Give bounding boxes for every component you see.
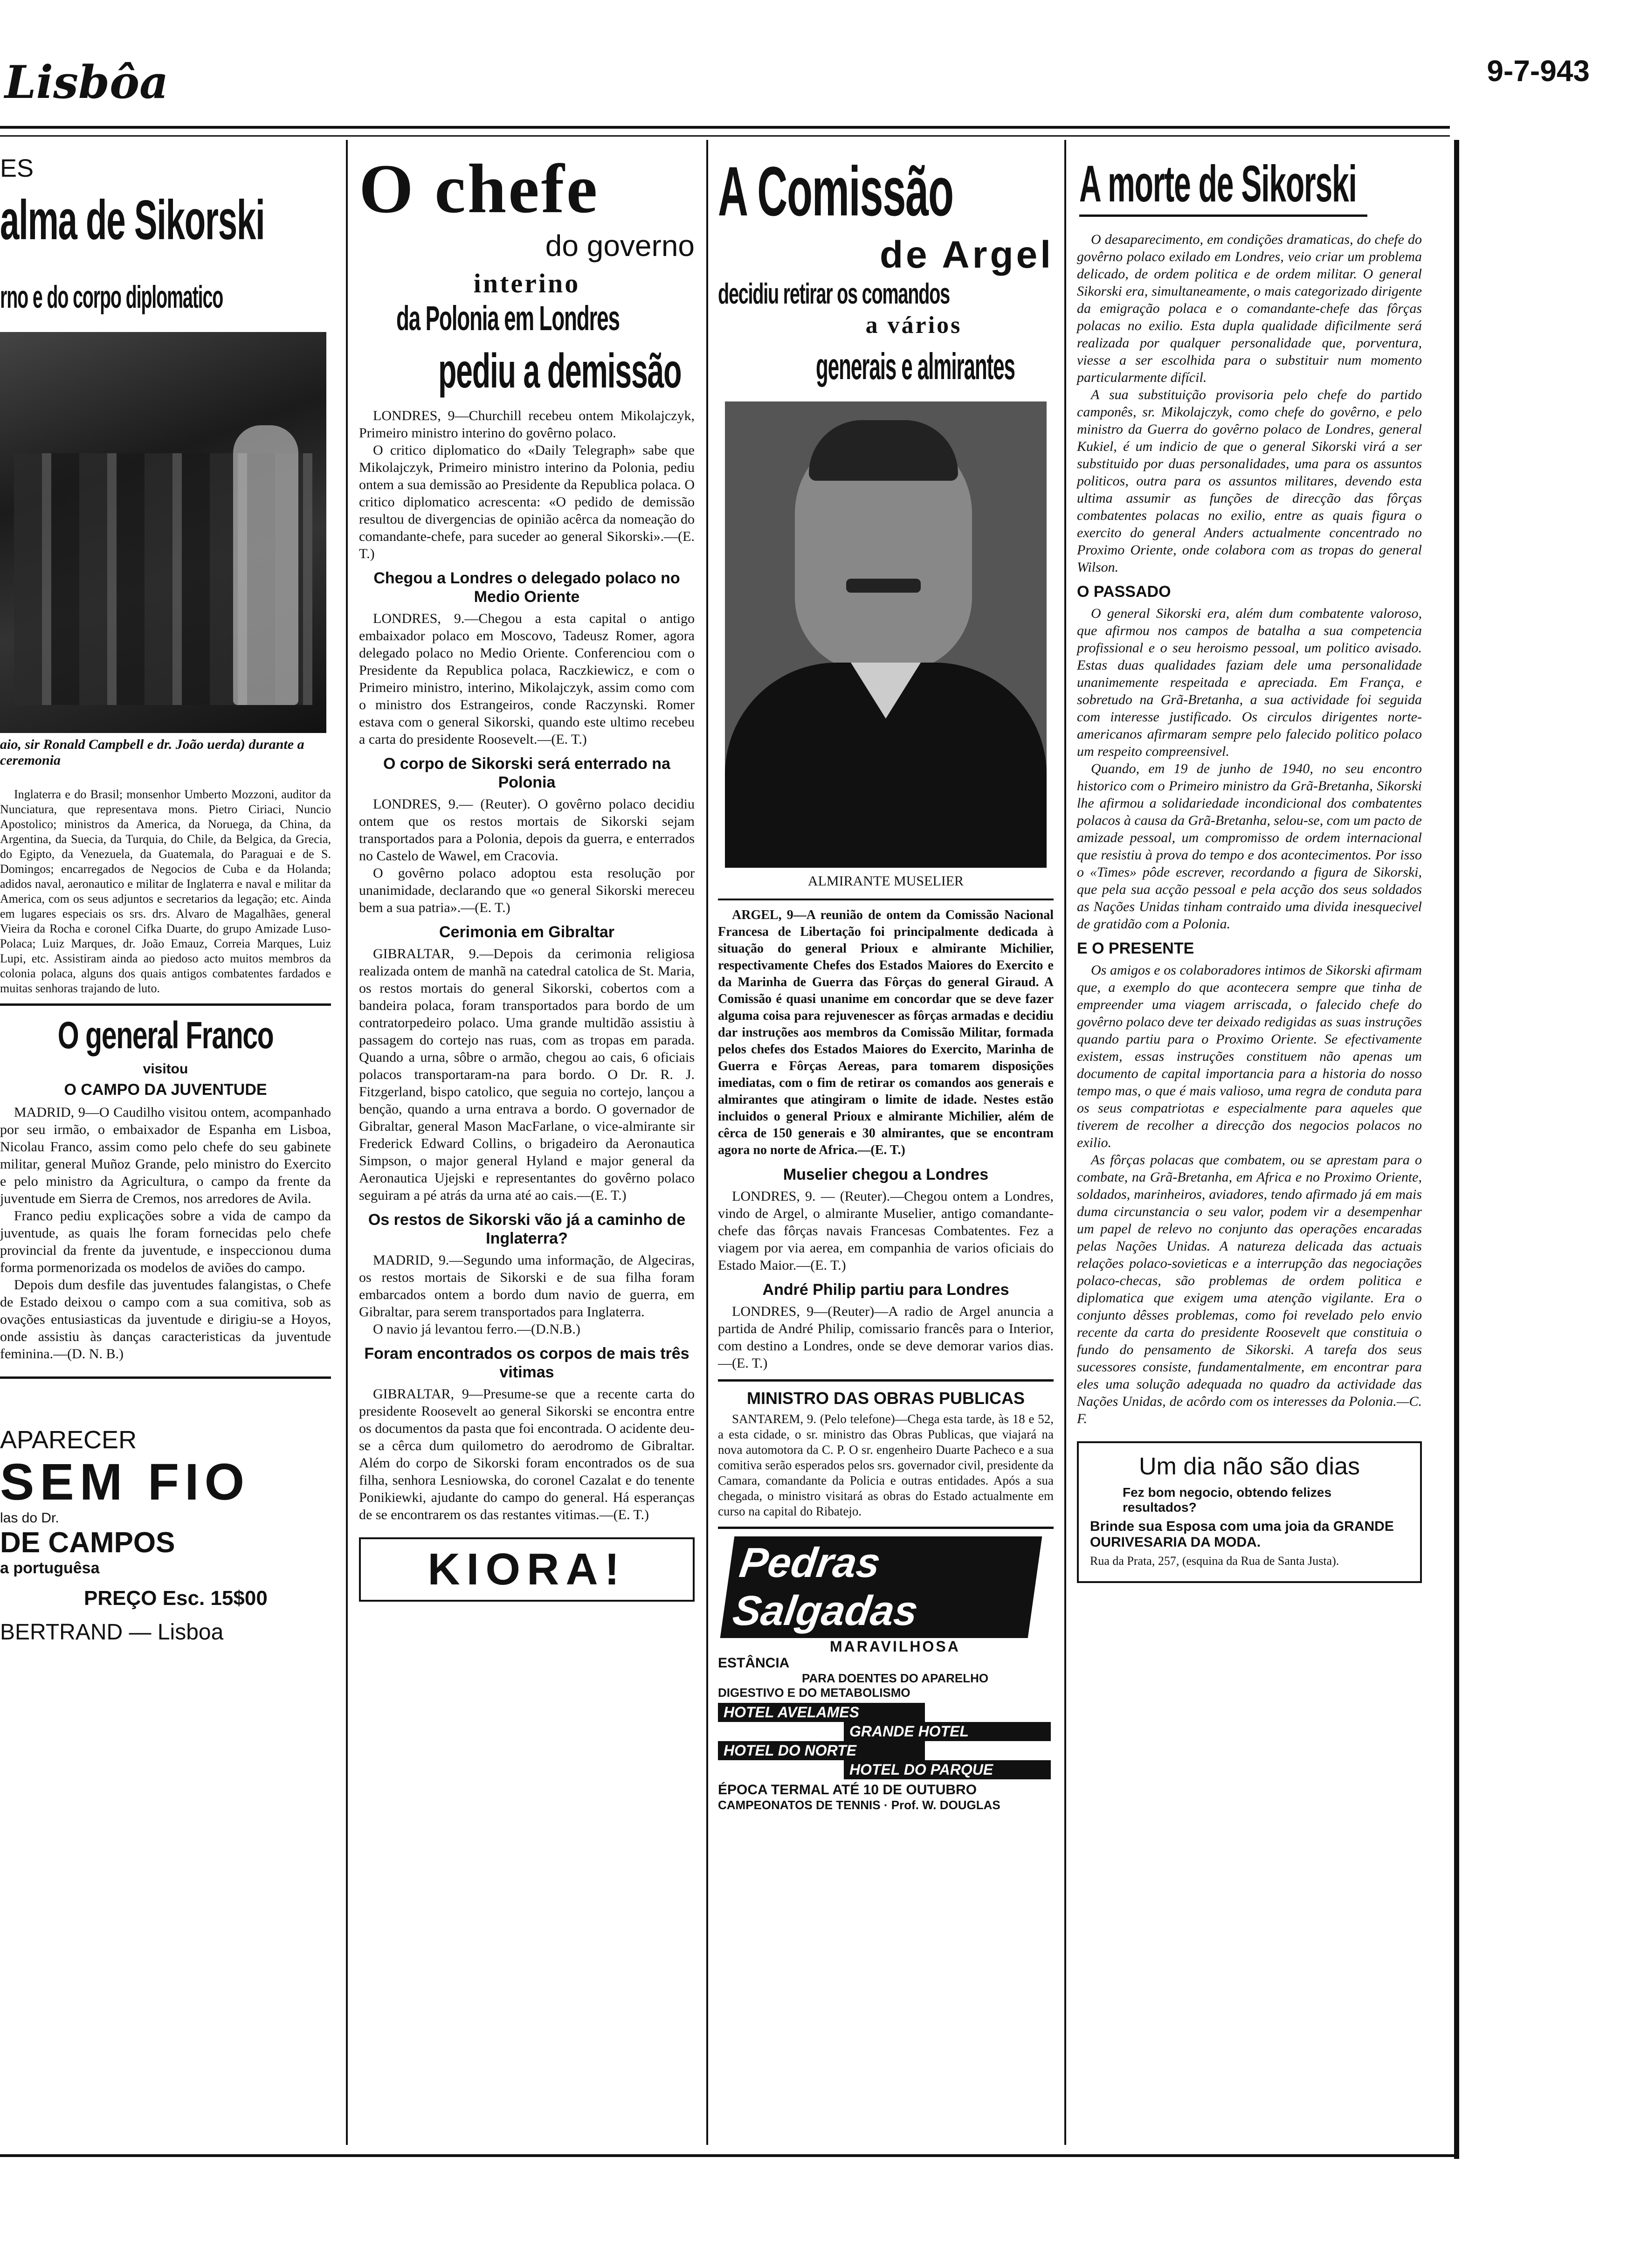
headline-line-2: do governo: [545, 229, 695, 263]
franco-subhead-1: visitou: [143, 1061, 188, 1077]
article-paragraph: GIBRALTAR, 9.—Depois da cerimonia religiosa realizada ontem de manhã na catedral catolica de St. Maria, os restos mortais do general Sikorski, cobertos com a bandeira polaca, foram transportados para bordo de um contratorpedeiro polaco. Uma grande multidão assistiu à passagem do cortejo nas ruas, com as tropas em parada. Quando a urna, sôbre o armão, chegou ao cais, 6 oficiais polacos transportaram-na para bordo. O Dr. R. J. Fitzgerland, bispo catolico, que seguia no cortejo, lançou a benção, quando a urna entrava a bordo. O governador de Gibraltar, general Mason MacFarlane, o vice-almirante sir Frederick Edward Collins, o brigadeiro da Aeronautica Simpson, o major general Hyland e major general da Aeronautica Ujejski e representantes do govêrno polaco seguiram a pé atrás da urna até ao cais.—(E. T.): [359, 946, 695, 1203]
ad-line: DIGESTIVO E DO METABOLISMO: [718, 1686, 910, 1700]
headline-main: A Comissão: [718, 152, 953, 230]
right-border-rule: [1454, 140, 1459, 2159]
book-ad-line: APARECER: [0, 1426, 137, 1454]
book-ad-price: PREÇO Esc. 15$00: [84, 1587, 268, 1610]
article-subhead: rno e do corpo diplomatico: [0, 279, 223, 315]
book-ad-line: las do Dr.: [0, 1510, 59, 1526]
article-paragraph: O critico diplomatico do «Daily Telegraph» sabe que Mikolajczyk, Primeiro ministro interino da Polonia, pediu ontem a sua demissão ao Presidente da Republica polaca. O critico diplomatico acrescenta: «O pedido de demissão resultou de divergencias de opinião acêrca da nomeação do comandante-chefe, para suceder ao general Sikorski».—(E. T.): [359, 443, 695, 561]
photo-caption: aio, sir Ronald Campbell e dr. João uerda) durante a ceremonia: [0, 737, 304, 768]
ad-line: ÉPOCA TERMAL ATÉ 10 DE OUTUBRO: [718, 1782, 977, 1798]
franco-paragraph: MADRID, 9—O Caudilho visitou ontem, acompanhado por seu irmão, o embaixador de Espanha em Lisboa, Nicolau Franco, assim como pelo chefe do seu gabinete militar, general Muñoz Grande, pelo ministro do Exercito e pelo ministro da Agricultura, o campo da frente da juventude em Sierra de Cremos, nos arredores de Avila.: [0, 1105, 331, 1206]
pedras-salgadas-ad: [718, 1536, 1054, 1812]
ad-line: Fez bom negocio, obtendo felizes resultados?: [1123, 1485, 1332, 1514]
book-ad-publisher: BERTRAND — Lisboa: [0, 1620, 224, 1645]
headline-line-5: generais e almirantes: [816, 346, 1015, 387]
article-subhead: André Philip partiu para Londres: [762, 1281, 1009, 1299]
article-paragraph: LONDRES, 9—(Reuter)—A radio de Argel anuncia a partida de André Philip, comissario francês para o Interior, com destino a Londres, onde se deve demorar varios dias.—(E. T.): [718, 1304, 1054, 1371]
attendance-list-text: Inglaterra e do Brasil; monsenhor Umberto Mozzoni, auditor da Nunciatura, que representava mons. Pietro Ciriaci, Nuncio Apostolico; ministros da America, da Noruega, da China, da Argentina, da Suecia, da Turquia, do Chile, da Belgica, da Grecia, do Egipto, da Venezuela, da Guatemala, do Paraguai e de S. Domingos; encarregados de Negocios de Cuba e da Holanda; adidos naval, aeronautico e militar de Inglaterra e naval e militar da America, com os seus adjuntos e secretarios da legação; etc. Ainda em lugares especiais os srs. drs. Alvaro de Magalhães, general Vieira da Rocha e coronel Cifka Duarte, do grupo Amizade Luso-Polaca; Luiz Marques, dr. João Emauz, Correia Marques, Luiz Lupi, etc. Assistiram ainda ao piedoso acto muitos membros da colonia polaca, alguns dos quais antigos combatentes fardados e muitas senhoras trajando de luto.: [0, 788, 331, 995]
article-subhead: O PASSADO: [1077, 583, 1171, 601]
ad-hotel: HOTEL AVELAMES: [718, 1703, 925, 1722]
ad-hotel: HOTEL DO PARQUE: [844, 1760, 1051, 1779]
ad-title: Um dia não são dias: [1138, 1453, 1360, 1480]
book-ad-line: a portuguêsa: [0, 1559, 100, 1577]
column-sikorski-ceremony: [0, 149, 331, 1645]
article-paragraph: LONDRES, 9. — (Reuter).—Chegou ontem a Londres, vindo de Argel, o almirante Muselier, antigo comandante-chefe das fôrças navais Francesas Combatentes. Fez a viagem por via aerea, em companhia de varios oficiais do Estado Maior.—(E. T.): [718, 1189, 1054, 1273]
article-paragraph: O general Sikorski era, além dum combatente valoroso, que afirmou nos campos de batalha a sua competencia profissional e o seu heroismo pessoal, um politico avisado. Estas duas qualidades faziam dele uma personalidade unanimemente respeitada e apreciada. Em França, e sobretudo na Grã-Bretanha, a sua actividade foi seguida com interesse justificado. Os circulos dirigentes norte-americanos afirmaram sempre pelo falecido politico polaco um respeito compreensivel.: [1077, 606, 1422, 759]
article-paragraph: A sua substituição provisoria pelo chefe do partido camponês, sr. Mikolajczyk, como chefe do govêrno, e pelo ministro da Guerra do govêrno polaco de Londres, general Kukiel, é um indicio de que o general Sikorski virá a ser substituido por duas personalidades, uma para os assuntos politicos, outra para os assuntos militares, devendo esta ultima assumir as funções de direcção das fôrças combatentes polacas no exilio, entre as quais figura o exercito do general Anders actualmente concentrado no Proximo Oriente, onde colabora com as tropas do general Wilson.: [1077, 387, 1422, 575]
headline-line-3: interino: [473, 268, 580, 298]
ad-line: MARAVILHOSA: [830, 1638, 960, 1655]
franco-paragraph: Franco pediu explicações sobre a vida de campo da juventude, as quais lhe foram fornecidas pelo chefe provincial da frente da juventude, e inspeccionou duma forma pormenorizada os modelos de aviões do campo.: [0, 1208, 331, 1275]
headline-main: O chefe: [359, 150, 600, 228]
article-headline: alma de Sikorski: [0, 189, 265, 251]
article-kicker: ES: [0, 154, 34, 182]
book-ad: [0, 1425, 331, 1645]
minister-paragraph: SANTAREM, 9. (Pelo telefone)—Chega esta tarde, às 18 e 52, a esta cidade, o sr. ministro das Obras Publicas, que viajará na nova automotora da C. P. O sr. engenheiro Duarte Pacheco e a sua comitiva serão esperados pelos srs. governador civil, presidente da Camara, comandante da Policia e outras entidades. Após a sua chegada, o ministro visitará as obras do Estado actualmente em curso na capital do Ribatejo.: [718, 1412, 1054, 1518]
article-subhead: O corpo de Sikorski será enterrado na Polonia: [383, 755, 670, 791]
article-paragraph: ARGEL, 9—A reunião de ontem da Comissão Nacional Francesa de Libertação foi principalmente dedicada à situação do general Prioux e almirante Michilier, respectivamente Chefes dos Estados Maiores do Exercito e da Marinha de Guerra das Fôrças do general Giraud. A Comissão é quasi unanime em concordar que se deve fazer alguma coisa para rejuvenescer as fôrças armadas e decidiu dar instruções aos membros da Comissão Militar, formada pelos chefes dos Estados Maiores do Exercito, Marinha de Guerra e Fôrças Aereas, para tomarem disposições imediatas, com o fim de retirar os comandos aos generais e almirantes que atingiram o limite de idade. Nestes estão incluidos o general Prioux e almirante Michilier, além de cêrca de 150 generais e 30 almirantes, que se encontram agora no norte de Africa.—(E. T.): [718, 908, 1054, 1157]
kiora-ad-text: KIORA!: [427, 1544, 626, 1594]
article-subhead: Muselier chegou a Londres: [783, 1166, 989, 1183]
headline-line-5: pediu a demissão: [438, 344, 682, 398]
article-paragraph: LONDRES, 9.—Chegou a esta capital o antigo embaixador polaco em Moscovo, Tadeusz Romer, agora delegado polaco no Medio Oriente. Conferenciou com o Presidente da Republica polaca, Raczkiewicz, e com o Primeiro ministro, interino, Mikolajczyk, assim como com o ministro dos Estrangeiros, conde Raczynski. Romer estava com o general Sikorski, quando este ultimo recebeu a carta do presidente Roosevelt.—(E. T.): [359, 611, 695, 747]
franco-paragraph: Depois dum desfile das juventudes falangistas, o Chefe de Estado deixou o campo com a sua comitiva, sob as ovações entusiasticas da juventude e dirigiu-se a Hoyos, onde assistiu às danças caracteristicas da juventude feminina.—(D. N. B.): [0, 1277, 331, 1362]
article-paragraph: Os amigos e os colaboradores intimos de Sikorski afirmam que, a exemplo do que acontecera sempre que tinha de empreender uma viagem arriscada, o falecido chefe do govêrno polaco deve ter deixado redigidas as suas instruções quando partiu para o Proximo Oriente. Se efectivamente existem, essas instruções constituem não apenas um documento de capital importancia para a historia do nosso tempo mas, o que é mais valioso, uma regra de conduta para os seus compatriotas e especialmente para aqueles que tiverem de recolher a direcção dos negocios polacos no exilio.: [1077, 962, 1422, 1150]
article-paragraph: O govêrno polaco adoptou esta resolução por unanimidade, declarando que «o general Sikorski mereceu bem a sua patria».—(E. T.): [359, 865, 695, 915]
article-paragraph: Quando, em 19 de junho de 1940, no seu encontro historico com o Primeiro ministro da Grã-Bretanha, Sikorski lhe afirmou a solidariedade incondicional dos combatentes polacos à causa da Grã-Bretanha, selou-se, com um pacto de amizade pessoal, um compromisso de ordem internacional que resistiu à prova do tempo e dos acontecimentos. Por isso o «Times» pôde escrever, recordando a figura de Sikorski, que pela sua acção pessoal e pela acção dos seus soldados as Nações Unidas tinham contraido uma divida inesquecivel de gratidão com a Polonia.: [1077, 761, 1422, 932]
column-divider: [706, 140, 708, 2145]
ad-hotel: HOTEL DO NORTE: [718, 1741, 925, 1760]
headline-line-4: a vários: [865, 312, 962, 339]
ad-line: PARA DOENTES DO APARELHO: [802, 1671, 989, 1685]
ad-line: ESTÂNCIA: [718, 1655, 790, 1671]
ad-line: Rua da Prata, 257, (esquina da Rua de Santa Justa).: [1090, 1554, 1339, 1568]
ad-brand: Pedras Salgadas: [720, 1536, 1042, 1638]
article-subhead: Cerimonia em Gibraltar: [439, 923, 614, 941]
ad-line: CAMPEONATOS DE TENNIS · Prof. W. DOUGLAS: [718, 1798, 1000, 1812]
article-paragraph: LONDRES, 9.— (Reuter). O govêrno polaco decidiu ontem que os restos mortais de Sikorski sejam transportados para a Polonia, depois da guerra, e enterrados no Castelo de Wawel, em Cracovia.: [359, 796, 695, 864]
headline-main: A morte de Sikorski: [1079, 154, 1367, 217]
bottom-rule: [0, 2154, 1457, 2157]
franco-subhead-2: O CAMPO DA JUVENTUDE: [64, 1081, 267, 1099]
column-divider: [346, 140, 348, 2145]
article-paragraph: O navio já levantou ferro.—(D.N.B.): [373, 1321, 580, 1337]
ad-line: Brinde sua Esposa com uma joia da GRANDE OURIVESARIA DA MODA.: [1090, 1519, 1394, 1550]
book-ad-author: DE CAMPOS: [0, 1527, 175, 1559]
article-subhead: Foram encontrados os corpos de mais três vitimas: [364, 1345, 689, 1381]
minister-headline: MINISTRO DAS OBRAS PUBLICAS: [746, 1389, 1025, 1408]
article-paragraph: LONDRES, 9—Churchill recebeu ontem Mikolajczyk, Primeiro ministro interino do govêrno polaco.: [359, 408, 695, 441]
book-ad-title: SEM FIO: [0, 1453, 250, 1511]
header-rule: [0, 126, 1450, 137]
headline-line-2: de Argel: [879, 234, 1054, 276]
column-algiers-commission: [718, 149, 1054, 1812]
page-header-city: Lisbôa: [5, 56, 169, 109]
article-subhead: Chegou a Londres o delegado polaco no Medio Oriente: [373, 569, 680, 606]
muselier-portrait-photo: [725, 401, 1047, 868]
jewelry-ad: [1077, 1441, 1422, 1583]
headline-line-3: decidiu retirar os comandos: [718, 278, 950, 310]
article-subhead: E O PRESENTE: [1077, 940, 1194, 957]
article-paragraph: MADRID, 9.—Segundo uma informação, de Algeciras, os restos mortais de Sikorski e de sua filha foram embarcados ontem a bordo dum navio de guerra, em Gibraltar, para serem transportados para Inglaterra.: [359, 1252, 695, 1320]
column-divider: [1064, 140, 1066, 2145]
photo-caption: ALMIRANTE MUSELIER: [807, 873, 964, 889]
franco-headline: O general Franco: [57, 1014, 274, 1057]
ad-hotel: GRANDE HOTEL: [844, 1722, 1051, 1741]
article-subhead: Os restos de Sikorski vão já a caminho de Inglaterra?: [368, 1211, 686, 1247]
article-paragraph: O desaparecimento, em condições dramaticas, do chefe do govêrno polaco exilado em Londres, veio criar um problema delicado, de ordem politica e de ordem militar. O general Sikorski era, simultaneamente, o mais categorizado dirigente da emigração polaca e o comandante-chefe das fôrças polacas no exilio. Esta dupla qualidade dificilmente será realizada por qualquer personalidade que, porventura, viesse a ser escolhida para o substituir num momento particularmente difícil.: [1077, 232, 1422, 385]
column-polish-government: [359, 149, 695, 1602]
page-header-date: 9-7-943: [1487, 54, 1590, 88]
headline-line-4: da Polonia em Londres: [396, 299, 620, 338]
article-paragraph: As fôrças polacas que combatem, ou se aprestam para o combate, na Grã-Bretanha, em Africa e no Proximo Oriente, soldados, marinheiros, aviadores, tendo afirmado já em mais duma circunstancia o seu valor, podem vir a desempenhar um papel de relevo no conjunto das operações encaradas pelas Nações Unidas. A natureza delicada das actuais relações polaco-sovieticas e a interrupção das negociações polaco-checas, são problemas de ordem politica e diplomatica que exigem uma atenção vigilante. Era o conjunto dêsses problemas, como foi revelado pelo envio recente da carta do presidente Roosevelt que constituia o fundo do pensamento de Sikorski. A tarefa dos seus sucessores consiste, fundamentalmente, em encontrar para eles uma solução adequada no quadro da actividade das Nações Unidas, de acôrdo com os interesses da Polonia.—C. F.: [1077, 1152, 1422, 1426]
ceremony-photo: [0, 332, 326, 733]
kiora-ad: [359, 1537, 695, 1602]
article-paragraph: GIBRALTAR, 9—Presume-se que a recente carta do presidente Roosevelt ao general Sikorski se encontra entre os documentos da pasta que foi encontrada. O acidente deu-se a cêrca dum quilometro do aerodromo de Gibraltar. Além do corpo de Sikorski foram encontrados os de sua filha, senhora Lesniowska, do coronel Cazalat e do tenente Ponikiewki, ajudante do campo do general. Há esperanças de se encontrarem os das restantes vitimas.—(E. T.): [359, 1386, 695, 1522]
column-death-of-sikorski: [1077, 149, 1422, 1583]
